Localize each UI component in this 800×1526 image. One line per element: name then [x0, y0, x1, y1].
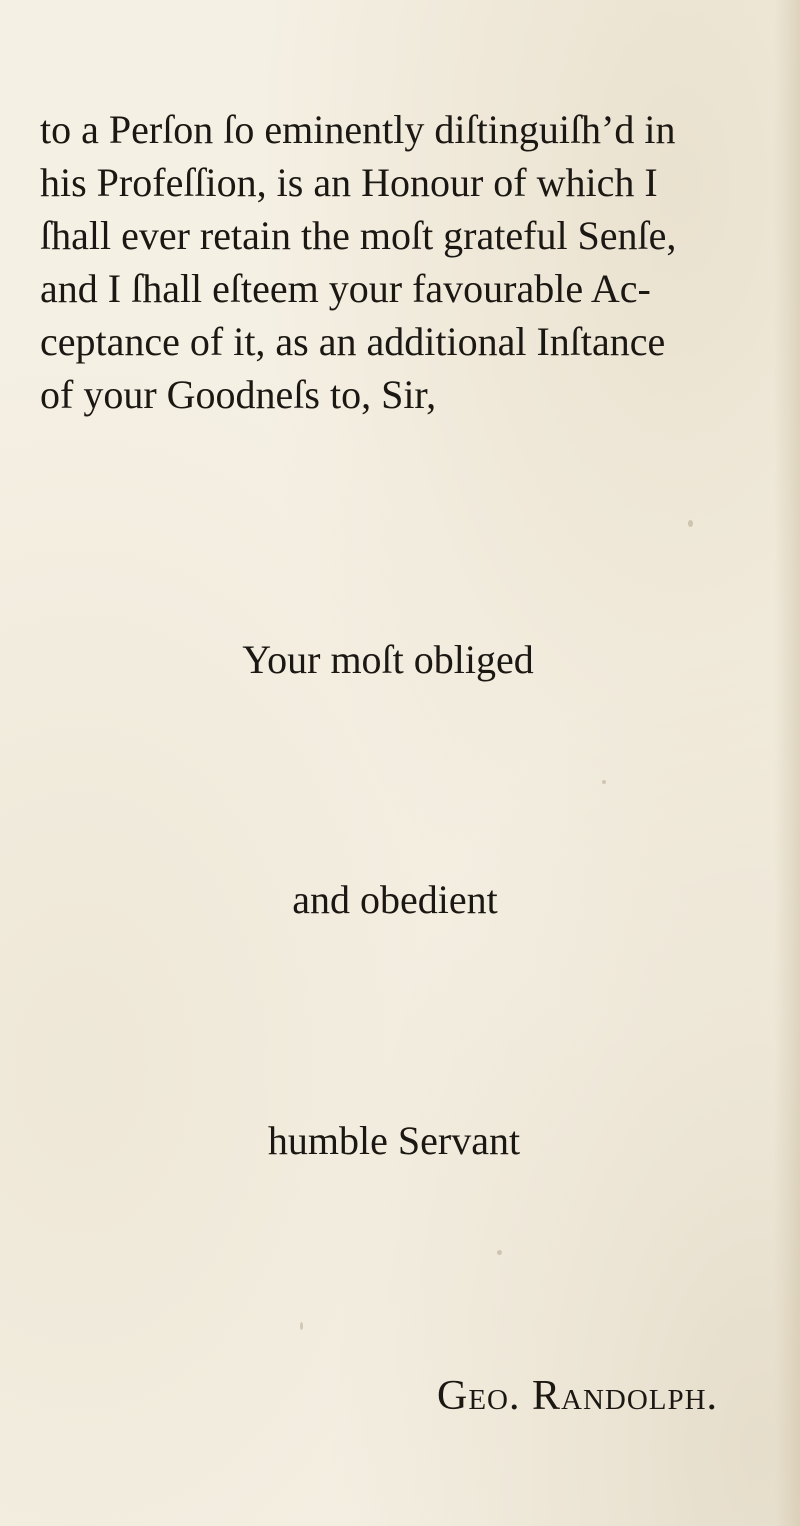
- paper-speck: [688, 520, 693, 527]
- closing-line-obedient: and obedient: [292, 877, 498, 922]
- paper-speck: [497, 1250, 502, 1255]
- body-line: his Profeſſion, is an Honour of which I: [40, 160, 658, 205]
- paper-speck: [602, 780, 606, 784]
- body-line: and I ſhall eſteem your favourable Ac-: [40, 266, 651, 311]
- closing-line-obliged: Your moſt obliged: [242, 637, 534, 682]
- closing-line-servant: humble Servant: [267, 1118, 521, 1163]
- body-line: to a Perſon ſo eminently diſtinguiſh’d in: [40, 107, 676, 152]
- signature: Geo. Randolph.: [437, 1373, 719, 1419]
- body-line: of your Goodneſs to, Sir,: [40, 372, 437, 417]
- paper-speck: [300, 1322, 303, 1330]
- letter-body: [40, 103, 788, 421]
- body-line: ceptance of it, as an additional Inſtance: [40, 319, 666, 364]
- body-line: ſhall ever retain the moſt grateful Senſe,: [40, 213, 677, 258]
